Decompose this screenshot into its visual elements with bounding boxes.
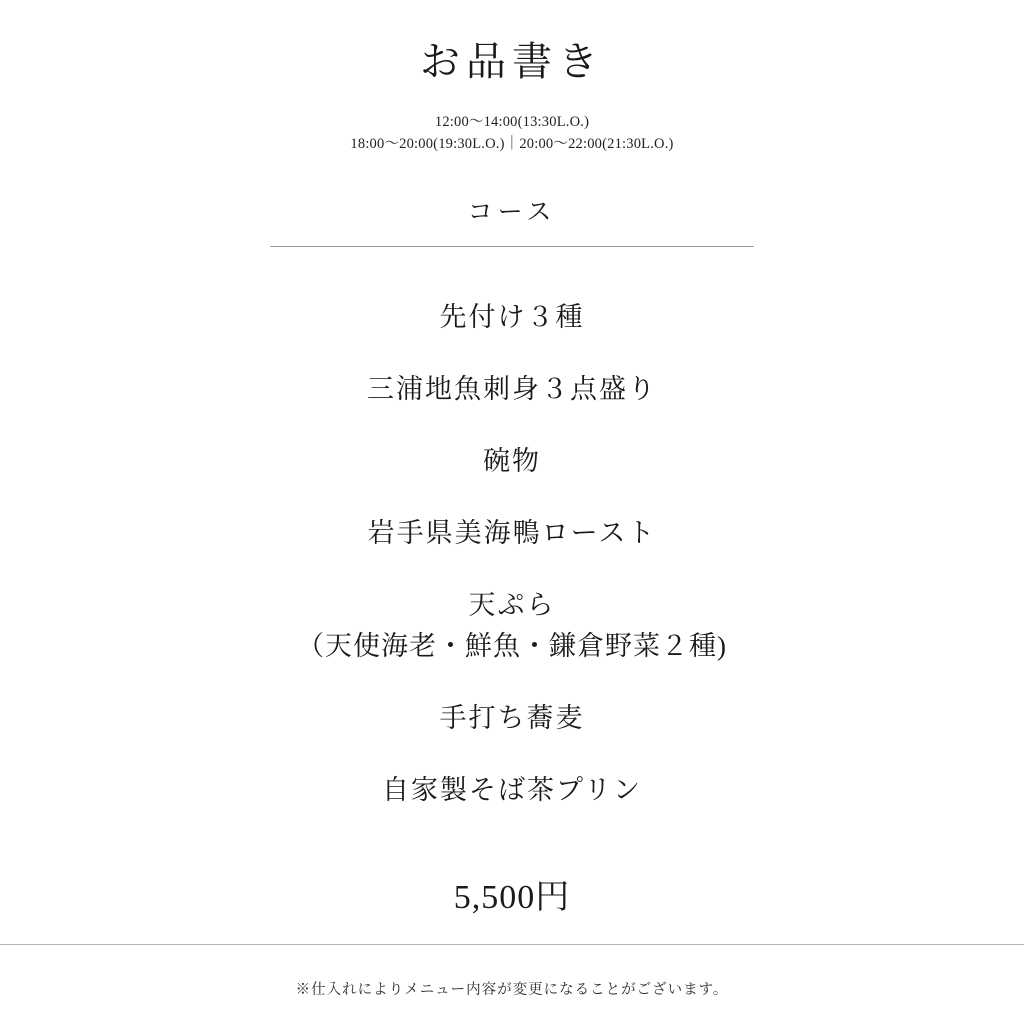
course-list [0,265,1024,811]
divider-top [270,246,754,247]
list-item [368,514,657,553]
business-hours-lunch: 12:00〜14:00(13:30L.O.) [434,114,590,130]
course-name: 岩手県美海鴨ロースト [367,517,657,548]
list-item [382,771,642,810]
course-name: 先付け３種 [439,301,585,332]
list-item [483,442,541,481]
business-hours-dinner: 18:00〜20:00(19:30L.O.)｜20:00〜22:00(21:30L.O.) [350,135,674,152]
page-title: お品書き [420,39,604,84]
course-name: 天ぷら [468,590,556,621]
course-price: 5,500円 [453,878,571,916]
course-description: （天使海老・鮮魚・鎌倉野菜２種) [297,631,727,662]
list-item [367,370,657,409]
list-item [297,586,727,666]
course-name: 手打ち蕎麦 [439,703,585,734]
list-item [440,298,585,337]
section-heading-course: コース [467,198,557,226]
list-item [440,699,585,738]
divider-bottom [0,944,1024,945]
course-name: 自家製そば茶プリン [382,775,642,806]
course-name: 碗物 [483,445,541,476]
course-name: 三浦地魚刺身３点盛り [367,373,657,404]
disclaimer-note: ※仕入れによりメニュー内容が変更になることがございます。 [295,982,729,998]
business-hours [350,112,673,156]
